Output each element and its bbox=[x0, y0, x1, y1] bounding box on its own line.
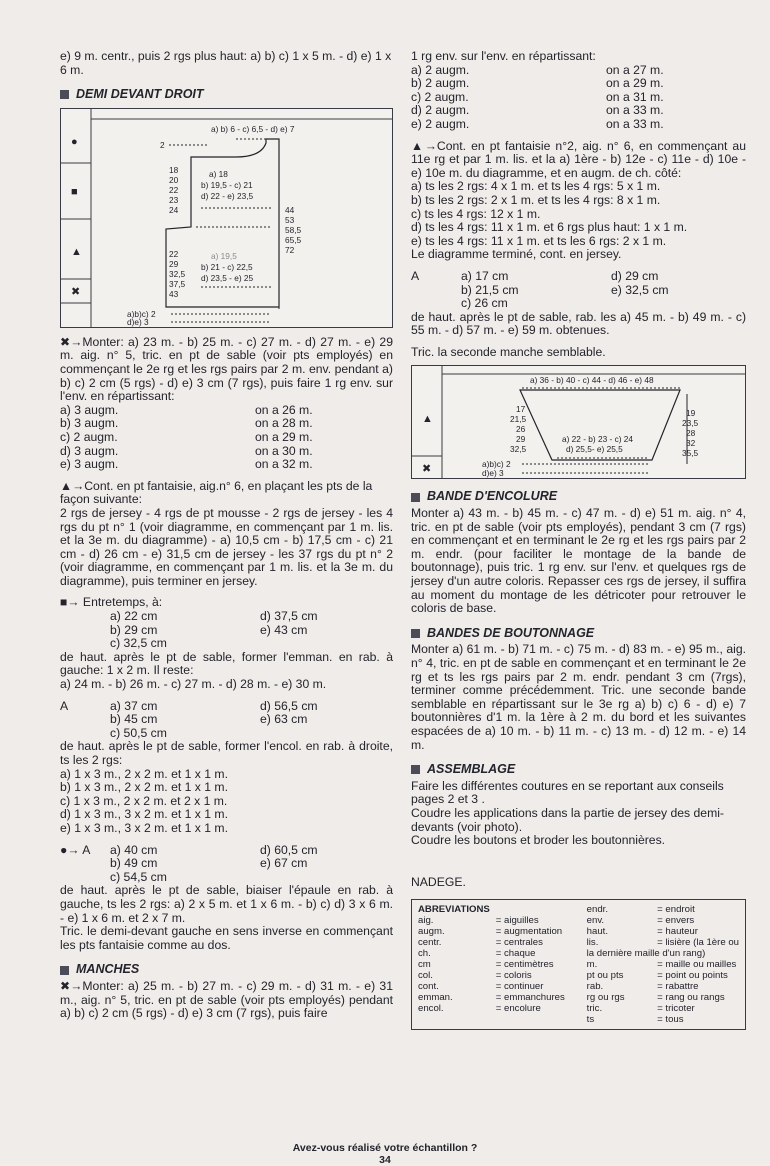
svg-text:d) 23,5 - e) 25: d) 23,5 - e) 25 bbox=[201, 272, 254, 283]
svg-text:23: 23 bbox=[169, 194, 179, 205]
section-heading-demi-devant bbox=[60, 88, 393, 102]
paragraph-assemblage-1: Faire les différentes coutures en se reportant aux conseils pages 2 et 3 . bbox=[411, 778, 724, 807]
svg-text:32,5: 32,5 bbox=[510, 444, 527, 455]
svg-text:29: 29 bbox=[516, 434, 526, 445]
paragraph-rab: de haut. après le pt de sable, rab. les a) 45 m. - b) 49 m. - c) 55 m. - d) 57 m. - e) 59 m. obtenues. bbox=[411, 309, 746, 338]
svg-text:b) 21 - c) 22,5: b) 21 - c) 22,5 bbox=[201, 261, 253, 272]
svg-text:29: 29 bbox=[169, 258, 179, 269]
front-mid-1 bbox=[201, 169, 254, 201]
svg-text:32: 32 bbox=[686, 438, 696, 449]
paragraph-termine: Le diagramme terminé, cont. en jersey. bbox=[411, 247, 622, 262]
right-column bbox=[411, 50, 746, 1030]
front-leftnums-1 bbox=[169, 165, 179, 215]
paragraph-seconde-manche: Tric. la seconde manche semblable. bbox=[411, 344, 606, 359]
paragraph-bande-encolure: Monter a) 43 m. - b) 45 m. - c) 47 m. - d) e) 51 m. aig. n° 4, tric. en pt de sable (voir pts employés), pendant 3 cm (7 rgs) en commençant et en terminant le 2e rg et les rgs pairs par 2 m. endr. (pour faciliter le montage de la bande de boutonnage), puis tric. 1 rg env. sur l'env. et quelques rgs de jersey d'un autre coloris. Repasser ces rgs de jersey, il suffira au moment du montage de les détricoter pour retrouver le coloris de base. bbox=[411, 506, 746, 616]
augm-list-1: a) 3 augm. on a 26 m. b) 3 augm. on a 28 m. c) 2 augm. on a 29 m. d) 3 augm. on a 30 m. e) 3 augm. on a 32 m. bbox=[60, 402, 313, 472]
heading-label: DEMI DEVANT DROIT bbox=[76, 87, 204, 102]
paragraph-assemblage-3: Coudre les boutons et broder les boutonnières. bbox=[411, 833, 666, 848]
heading-label: ASSEMBLAGE bbox=[427, 762, 516, 777]
svg-text:58,5: 58,5 bbox=[285, 224, 302, 235]
svg-text:d) 22 - e) 23,5: d) 22 - e) 23,5 bbox=[201, 190, 254, 201]
abbreviations-table: ABREVIATIONS endr. = endroit aig. = aiguilles env. = envers augm. = augmentation haut. = hauteur centr. = centrales lis. = lisière (la 1ère ou ch. = chaque la dernière maille d'un rang) cm = centimètres m. = maille ou mailles col. = coloris pt ou pts = point ou points cont. = continuer rab. = rabattre emman. = emmanchures rg ou rgs = rang ou rangs encol. = encolure tric. = tricoter ts = tous bbox=[418, 904, 739, 1026]
paragraph-epaule: de haut. après le pt de sable, biaiser l'épaule en rab. à gauche, ts les 2 rgs: a) 2 x 5 m. et 1 x 6 m. - b) c) d) 3 x 6 m. - e) 1 x 6 m. et 2 x 7 m. bbox=[60, 883, 393, 925]
sleeve-leftnums bbox=[510, 404, 527, 454]
page-footer bbox=[0, 1142, 770, 1166]
symbol-triangle: ▲ bbox=[71, 245, 82, 258]
svg-text:44: 44 bbox=[285, 204, 295, 215]
svg-text:21,5: 21,5 bbox=[510, 414, 527, 425]
svg-text:43: 43 bbox=[169, 288, 179, 299]
svg-text:20: 20 bbox=[169, 174, 179, 185]
front-rightnums bbox=[285, 205, 302, 255]
svg-text:a) 18: a) 18 bbox=[209, 168, 228, 179]
paragraph-encol: de haut. après le pt de sable, former l'encol. en rab. à droite, ts les 2 rgs: bbox=[60, 739, 393, 767]
square-bullet-icon bbox=[60, 966, 69, 975]
paragraph-cont-fantaisie: ▲→Cont. en pt fantaisie, aig.n° 6, en plaçant les pts de la façon suivante: bbox=[60, 478, 373, 507]
svg-text:b) 19,5 - c) 21: b) 19,5 - c) 21 bbox=[201, 179, 253, 190]
front-leftnums-2 bbox=[169, 249, 186, 299]
paragraph-repartir: 1 rg env. sur l'env. en répartissant: bbox=[411, 49, 596, 63]
front-bot2: d)e) 3 bbox=[127, 316, 149, 327]
symbol-cross: ✖ bbox=[71, 285, 81, 298]
front-diagram bbox=[60, 108, 393, 328]
signature: NADEGE. bbox=[411, 874, 466, 889]
svg-text:23,5: 23,5 bbox=[682, 418, 699, 429]
paragraph-cont-fantaisie-2: ▲→Cont. en pt fantaisie n°2, aig. n° 6, en commençant au 11e rg et par 1 m. lis. et la a) 1ère - b) 12e - c) 11e - d) 10e - e) 10e m. du diagramme, et en augm. de ch. côté: bbox=[411, 138, 746, 180]
svg-text:18: 18 bbox=[169, 164, 179, 175]
svg-text:35,5: 35,5 bbox=[682, 448, 699, 459]
sleeve-bot2: d)e) 3 bbox=[482, 468, 504, 479]
svg-text:28: 28 bbox=[686, 428, 696, 439]
section-heading-bandes-boutonnage bbox=[411, 627, 746, 641]
paragraph-reste: a) 24 m. - b) 26 m. - c) 27 m. - d) 28 m. - e) 30 m. bbox=[60, 677, 327, 692]
square-bullet-icon bbox=[411, 629, 420, 638]
sleeve-diagram bbox=[411, 365, 746, 479]
svg-text:26: 26 bbox=[516, 424, 526, 435]
increase-list: a) ts les 2 rgs: 4 x 1 m. et ts les 4 rgs: 5 x 1 m. b) ts les 2 rgs: 2 x 1 m. et ts les 4 rgs: 8 x 1 m. c) ts les 4 rgs: 12 x 1 m. d) ts les 4 rgs: 11 x 1 m. et 6 rgs plus haut: 1 x 1 m. e) ts les 4 rgs: 11 x 1 m. et ts les 6 rgs: 2 x 1 m. bbox=[411, 179, 688, 248]
svg-text:a) 19,5: a) 19,5 bbox=[211, 250, 237, 261]
top-measure: a) b) 6 - c) 6,5 - d) e) 7 bbox=[211, 123, 295, 134]
paragraph-demi-gauche: Tric. le demi-devant gauche en sens inverse en commençant les pts fantaisie comme au dos. bbox=[60, 924, 393, 952]
paragraph-monter: ✖→Monter: a) 23 m. - b) 25 m. - c) 27 m. - d) 27 m. - e) 29 m. aig. n° 5, tric. en pt de sable (voir pts employés) en commençant le 2e rg et les rgs pairs par 2 m. env. pendant a) b) c) 2 cm (5 rgs) - d) e) 3 cm (7 rgs), puis faire 1 rg env. sur l'env. en répartissant: bbox=[60, 334, 393, 404]
measure-list-4: A a) 17 cm d) 29 cm b) 21,5 cm e) 32,5 cm c) 26 cm bbox=[411, 268, 669, 311]
front-mid-2 bbox=[201, 251, 254, 283]
svg-text:32,5: 32,5 bbox=[169, 268, 186, 279]
paragraph-entretemps: ■→ Entretemps, à: bbox=[60, 595, 163, 610]
svg-text:22: 22 bbox=[169, 248, 179, 259]
front-diagram-svg bbox=[61, 109, 392, 327]
square-bullet-icon bbox=[411, 765, 420, 774]
paragraph-bandes-boutonnage: Monter a) 61 m. - b) 71 m. - c) 75 m. - d) 83 m. - e) 95 m., aig. n° 4, tric. en pt de sable en commençant et en terminant le 2e rg et ts les rgs pairs par 2 m. endr. pendant 3 cm (7rgs), terminer comme précédemment. Tric. une seconde bande semblable en répartissant sur le 3e rg a) b) c) 6 - d) e) 7 boutonnières d'1 m. la 1ère à 2 m. du bord et les suivantes espacées de a) 10 m. - b) 11 m. - c) 13 m. - d) 12 m. - e) 14 m. bbox=[411, 642, 746, 752]
augm-list-2: a) 2 augm. on a 27 m. b) 2 augm. on a 29 m. c) 2 augm. on a 31 m. d) 2 augm. on a 33 m. e) 2 augm. on a 33 m. bbox=[411, 62, 664, 131]
section-heading-manches bbox=[60, 963, 393, 977]
sleeve-rightnums bbox=[682, 408, 699, 458]
page-number: 34 bbox=[379, 1154, 391, 1166]
svg-text:17: 17 bbox=[516, 404, 526, 415]
svg-text:22: 22 bbox=[169, 184, 179, 195]
front-bot1: a)b)c) 2 bbox=[127, 308, 156, 319]
measure-list-2: A a) 37 cm d) 56,5 cm b) 45 cm e) 63 cm c) 50,5 cm bbox=[60, 698, 318, 740]
svg-text:65,5: 65,5 bbox=[285, 234, 302, 245]
svg-text:72: 72 bbox=[285, 244, 295, 255]
sleeve-mid bbox=[562, 434, 633, 454]
heading-label: MANCHES bbox=[76, 962, 140, 977]
left-column bbox=[60, 50, 393, 1021]
sleeve-diagram-svg bbox=[412, 366, 745, 478]
symbol-square: ■ bbox=[71, 185, 78, 198]
svg-text:53: 53 bbox=[285, 214, 295, 225]
svg-text:d) 25,5- e) 25,5: d) 25,5- e) 25,5 bbox=[566, 444, 623, 455]
measure-list-1: a) 22 cm d) 37,5 cm b) 29 cm e) 43 cm c) 32,5 cm bbox=[110, 609, 318, 651]
heading-label: BANDES DE BOUTONNAGE bbox=[427, 625, 595, 640]
paragraph-assemblage-2: Coudre les applications dans la partie de jersey des demi-devants (voir photo). bbox=[411, 805, 724, 834]
paragraph-emman: de haut. après le pt de sable, former l'emman. en rab. à gauche: 1 x 2 m. Il reste: bbox=[60, 649, 393, 678]
paragraph-rgs: 2 rgs de jersey - 4 rgs de pt mousse - 2 rgs de jersey - les 4 rgs du pt n° 1 (voir diagramme, en commençant par 1 m. lis. et la 3e m. du diagramme) - a) 10,5 cm - b) 17,5 cm - c) 21 cm - d) 26 cm - e) 31,5 cm de jersey - les 37 rgs du pt n° 2 (voir diagramme, en commençant par 1 m. lis. et la 3e m. du diagramme), puis terminer en jersey. bbox=[60, 505, 393, 588]
svg-text:19: 19 bbox=[686, 408, 696, 419]
svg-text:24: 24 bbox=[169, 204, 179, 215]
section-heading-bande-encolure bbox=[411, 490, 746, 504]
measure-list-3: ●→ A a) 40 cm d) 60,5 cm b) 49 cm e) 67 cm c) 54,5 cm bbox=[60, 842, 318, 884]
section-heading-assemblage bbox=[411, 763, 746, 777]
abbreviations-box bbox=[411, 899, 746, 1030]
decrease-list: a) 1 x 3 m., 2 x 2 m. et 1 x 1 m. b) 1 x 3 m., 2 x 2 m. et 1 x 1 m. c) 1 x 3 m., 2 x 2 m. et 2 x 1 m. d) 1 x 3 m., 3 x 2 m. et 1 x 1 m. e) 1 x 3 m., 3 x 2 m. et 1 x 1 m. bbox=[60, 766, 228, 835]
footer-question: Avez-vous réalisé votre échantillon ? bbox=[292, 1142, 478, 1154]
svg-text:37,5: 37,5 bbox=[169, 278, 186, 289]
svg-text:a) 22 - b) 23 - c) 24: a) 22 - b) 23 - c) 24 bbox=[562, 434, 634, 445]
sleeve-symbol-triangle: ▲ bbox=[422, 413, 433, 426]
sleeve-symbol-cross: ✖ bbox=[422, 463, 432, 476]
square-bullet-icon bbox=[60, 90, 69, 99]
neck-two: 2 bbox=[160, 139, 165, 150]
heading-label: BANDE D'ENCOLURE bbox=[427, 489, 558, 504]
symbol-circle: ● bbox=[71, 135, 78, 148]
paragraph-manches: ✖→Monter: a) 25 m. - b) 27 m. - c) 29 m. - d) 31 m. - e) 31 m., aig. n° 5, tric. en pt de sable (voir pts employés) pendant a) b) c) 2 cm (5 rgs) - d) e) 3 cm (7 rgs), puis faire bbox=[60, 978, 393, 1021]
sleeve-top-measure: a) 36 - b) 40 - c) 44 - d) 46 - e) 48 bbox=[530, 375, 654, 386]
square-bullet-icon bbox=[411, 493, 420, 502]
sleeve-bot1: a)b)c) 2 bbox=[482, 459, 511, 470]
intro-text: e) 9 m. centr., puis 2 rgs plus haut: a) b) c) 1 x 5 m. - d) e) 1 x 6 m. bbox=[60, 49, 392, 77]
